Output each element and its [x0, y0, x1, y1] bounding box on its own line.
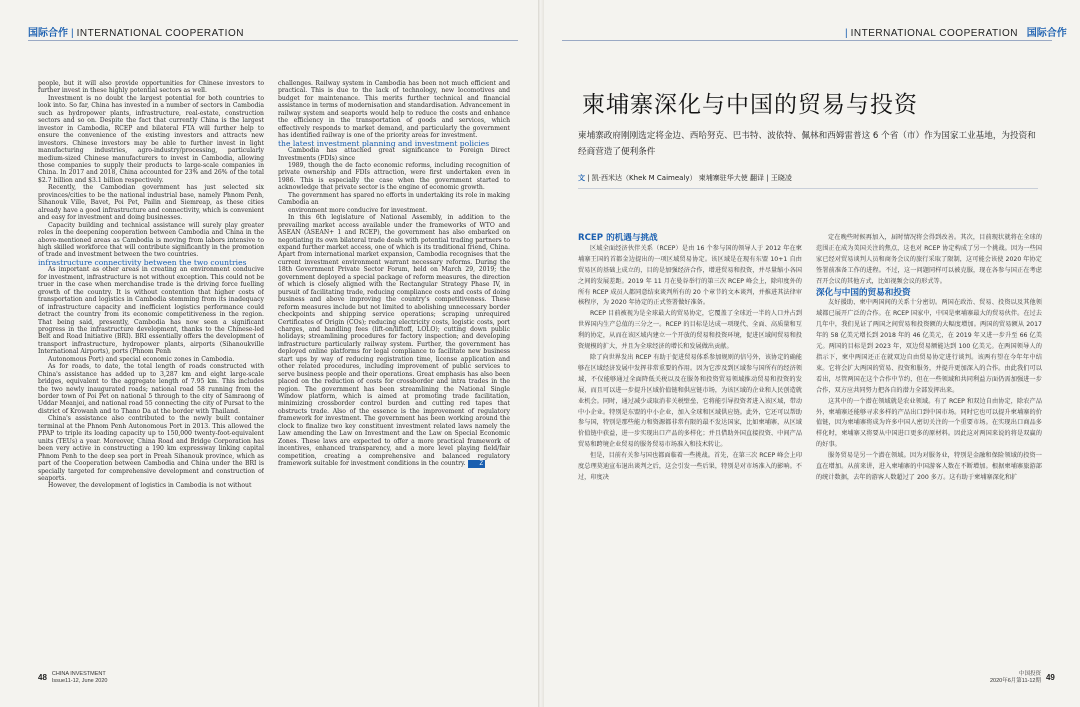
- section-label-en: INTERNATIONAL COOPERATION: [850, 28, 1018, 39]
- paragraph: Investment is no doubt the largest potential for both countries to look into. So far, China has invested in a number of sectors in Cambodia such as hydropower plants, infrastructure, real-estate, construction sectors and so on. Despite the fact that currently China is the largest investor in Cambodia, RCEP and bilateral FTA will further help to ensure the convenience of the existing investors and attracts new investors. Chinese investors may be able to further invest in light manufacturing industries, agro-industry/processing, particularly medium-sized Chinese manufacturers to invest in Cambodia, allowing those companies to supply their products to large-scale companies in China. In 2017 and 2018, China accounted for 23% and 26% of the total $2.7 billion and $3.1 billion respectively.: [38, 94, 264, 184]
- paragraph: Recently, the Cambodian government has just selected six provinces/cities to be the national industrial base, namely Phnom Penh, Sihanouk Ville, Bavet, Poi Pet, Pailin and Siemreap, as these cities already have a good infrastructure and connectivity, which is convenient and easy for investment and doing businesses.: [38, 184, 264, 222]
- article-end-mark: Z: [468, 460, 486, 468]
- spine-gutter: [538, 0, 544, 707]
- paragraph: 1989, though the de facto economic reforms, including recognition of private ownership and FDIs attraction, were first undertaken even in 1986. This is especially the case when the government started to acknowledge that private sector is the engine of economic growth.: [278, 161, 510, 192]
- subheading-infrastructure: infrastructure connectivity between the two countries: [38, 257, 247, 267]
- paragraph-text: In this 6th legislature of National Assembly, in addition to the prevailing market access available under the frameworks of WTO and ASEAN (ASEAN+ 1 and RCEP), the government has also embarked on negotiating its own bilateral trade deals with potential trading partners to expand further market access, one of which is its traditional friend, China. Apart from international market expansion, Cambodia recognises that the current investment environment warrant necessary reforms. During the 18th Government Private Sector Forum, held on March 29, 2019; the government deployed a special package of reform measures, the direction of which is closely aligned with the Rectangular Strategy Phase IV, in pursuit of facilitating trade, reducing compliance costs and costs of doing business and above improving the country's competitiveness. These reform measures include but not limited to abolishing unnecessary border checkpoints and shipping service operations; scraping unrequired Certificates of Origin (COs); reducing electricity costs, logistic costs, port charges, and handling fees (lift-on/liftoff, LOLO); cutting down public holidays; streamlining procedures for factory inspection; and developing infrastructure particularly railway system. Further, the government has deployed online platforms for legal compliance to facilitate new business start ups by way of reducing registration time, license application and other related procedures, including improvement of public services to serve business people and their operations. Great emphasis has also been placed on the reduction of costs for crossborder and intra trades in the region. The government has been streamlining the National Single Window platform, which is aimed at promoting trade facilitation, minimizing crossborder control burden and cutting red tapes that obstructs trade. Also of the essence is the improvement of regulatory framework for investment. The government has been working around the clock to finalize two key constituent investment related laws namely the Law amending the Law on Investment and the Law on Special Economic Zones. These laws are expected to offer a more practical framework of incentives, enhanced transparency, and a more level playing field/fair competition, creating a comprehensive and balanced regulatory framework suitable for investment conditions in the country.: [278, 214, 510, 468]
- paragraph: Capacity building and technical assistance will surely play greater roles in the deepening cooperation between Cambodia and China in the above-mentioned areas as Cambodia is moving from labors intensive to high skilled workforce that will contribute significantly in the promotion of trade and investment between the two countries.: [38, 221, 264, 259]
- paragraph: 区域全面经济伙伴关系（RCEP）是由 16 个参与国的领导人于 2012 年在柬埔寨王国的首都金边提出的一项区域贸易协定。该区域是在现有东盟 10+1 自由贸易区的基础上成立的，目的是加强经济合作，增进贸易和投资，并尽量缩小各国之间的发展差距。2019 年 11 月在曼谷举行的第三次 RCEP 峰会上，除印度外的所有 RCEP 成员人都同意结束谈判所有的 20 个章节的文本谈判，并推进其法律审核程序，为 2020 年协定的正式签署做好准备。: [578, 244, 802, 307]
- section-label-cn: 国际合作: [1026, 28, 1067, 39]
- paragraph: 除了向世界发出 RCEP 有助于促进贸易体系参加规则的信号外，该协定的确能够在区域经济发展中发挥非常重要的作用。因为它涉及到区域参与国所有的经济领域，不仅能够通过全面降低关税以及在服务和投资贸易领域推动贸易和投资的发展，而且可以进一步提升区域价值链和供应链市场，为该区域的企业和人民创造就业机会。同时，通过减少或取消非关税壁垒，它将能引导投资者进入该区域，带动中小企业。特别是东盟的中小企业，加入全球和区域供应链。此外，它还可以帮助参与国，特别是那些能力和资源都非常有限的最不发达国家，比如柬埔寨，从区域价值链中获益，进一步实现出口产品的多样化；并且借助外国直接投资、中间产品贸易和跨境企业贸易的服务贸易市场准入和技术转让。: [578, 353, 802, 449]
- paragraph: As important as other areas in creating an environment conducive for investment, infrastructure is not without exception. This could not be truer in the case when merchandise trade is the driving force fuelling growth of the country. It is without contention that higher costs of transportation and logistics in Cambodia stemming from its inadequacy of infrastructure capacity and inefficient logistics performance could detract the country from its economic competitiveness in the region. That being said, presently, Cambodia has now seen a significant progress in the infrastructure development, thanks to the Chinese-led Belt and Road Initiative (BRI). BRI essentially offers the development of transport infrastructure, hydropower plants, airports (Sihanoukville International Airports), ports (Phnom Penh: [38, 266, 264, 356]
- page-number: 48: [38, 673, 47, 682]
- paragraph: The government has spared no efforts in undertaking its role in making Cambodia an: [278, 191, 510, 207]
- byline-rule: [578, 188, 1038, 189]
- right-footer: [990, 671, 1055, 684]
- issue-label: Issue11-12, June 2020: [51, 677, 108, 684]
- paragraph: 定在晚些时候再加入，届时情况将会得到改善。其次，目前现状就将在全球的范围正在成为美国关注的焦点，这也对 RCEP 协定构成了另一个挑战。因为一些国家已经对贸易谈判人员和商务会议的旅行采取了限制，这可能会该使 2020 年协定签署前准备工作的进程。不过，这一问题同样可以被克服，现在各参与国正在考虑召开会议的其他方式，比如视频会议的形式等。: [816, 234, 1042, 285]
- paragraph: people, but it will also provide opportunities for Chinese investors to further invest in these highly potential sectors as well.: [38, 80, 264, 95]
- paragraph: China's assistance also contributed to the newly built container terminal at the Phnom Penh Autonomous Port in 2013. This allowed the PPAP to triple its loading capacity up to 150,000 twenty-foot-equivalent units (TEUs) a year. Moreover, China Road and Bridge Corporation has been very active in constructing a 190 km expressway linking capital Phnom Penh to the deep sea port in Preah Sihanouk province, which as part of the Cooperation between Cambodia and China under the BRI is specially targeted for comprehensive development and construction of seaports.: [38, 415, 264, 483]
- article-title: 柬埔寨深化与中国的贸易与投资: [582, 92, 918, 118]
- subheading-china-trade: 深化与中国的贸易和投资: [816, 287, 911, 298]
- byline-translator: 柬埔寨驻华大使 翻译: [698, 174, 765, 182]
- left-section-header: [28, 24, 244, 39]
- subheading-rcep: RCEP 的机遇与挑战: [578, 233, 658, 243]
- byline-author: 凯·西米达（Khek M Caimealy）: [591, 174, 697, 182]
- page-number: 49: [1045, 673, 1055, 682]
- right-column-2: [816, 233, 1042, 663]
- header-separator: |: [71, 28, 74, 39]
- paragraph: Autonomous Port) and special economic zones in Cambodia.: [48, 355, 235, 363]
- paragraph-final: [278, 214, 510, 468]
- section-label-en: INTERNATIONAL COOPERATION: [76, 28, 244, 39]
- paragraph: As for roads, to date, the total length of roads constructed with China's assistance has added up to 3,287 km and eight large-scale bridges, equivalent to the aggregate length of 7.95 km. This includes the two newly inaugurated roads; national road 58 running from the border town of Poi Pet on national 5 through to the city of Samraong of Uddar Meanjei, and national road 55 connecting the city of Pursat to the district of Krowanh and to Thano Da at the border with Thailand.: [38, 363, 264, 415]
- right-section-header: [842, 24, 1067, 39]
- byline-editor: 王晓凌: [770, 174, 792, 182]
- section-label-cn: 国际合作: [28, 28, 68, 39]
- paragraph: 这其中的一个潜在领域就是农业领域。有了 RCEP 和双边自由协定，除农产品外，柬埔寨还能够寻求多样的产品出口到中国市场。同时它也可以提升柬埔寨的价值链，因为柬埔寨将成为许多中国人密切关注的一个重要市场。在实现出口商品多样化时，柬埔寨又将要从中国进口更多的原材料。因此这对两国来说的将是双赢的的好事。: [816, 397, 1042, 449]
- magazine-name: CHINA INVESTMENT: [51, 671, 106, 677]
- header-rule-left: [28, 40, 518, 41]
- paragraph: 友好援助、柬中两国间的关系十分密切。两国在政治、贸易、投资以及其他领域都已展开广泛的合作。在 RCEP 国家中，中国是柬埔寨最大的贸易伙伴。在过去几年中，我们见证了两国之间贸易和投资额的大幅度增加。两国的贸易额从 2017 年的 58 亿美元增长到 2018 年的 46 亿美元，在 2019 年又进一步升至 66 亿美元。两国的目标是到 2023 年，双边贸易额能达到 100 亿美元。在两国领导人的指示下，柬中两国还正在就双边自由贸易协定进行谈判。该两有望在今年年中结束。它将会扩大两国的贸易、投资和服务，并提升更加深入的合作。由此我们可以看出，尽管两国在这个合作中节约，但在一些领域和共同利益方面仍需加强进一步合作，双方应共同努力把各自的潜力全部发挥出来。: [816, 299, 1042, 394]
- paragraph: RCEP 目前被视为是全球最大的贸易协定，它覆盖了全球近一半的人口并占到世界国内生产总值的三分之一。RCEP 的目标是达成一项现代、全面、高质量和互利的协定，从而在该区域内建立一个开放的贸易和投资环境，促进区域间贸易和投资规模的扩大，并且为全球经济的增长和发展做出贡献。: [578, 310, 802, 351]
- paragraph: 但是，目前有关参与国也都面临着一些挑战。首先，在第三次 RCEP 峰会上印度总理莫迪宣布退出谈判之后，这会引发一些后果，特别是对市场准入的影响。不过，印度决: [578, 452, 802, 481]
- paragraph: Cambodia has attached great significance to Foreign Direct Investments (FDIs) since: [278, 147, 510, 162]
- header-separator: |: [845, 28, 848, 39]
- paragraph: However, the development of logistics in Cambodia is not without: [48, 482, 252, 490]
- byline-label: 文: [578, 174, 585, 182]
- article-byline: 文 | 凯·西米达（Khek M Caimealy） 柬埔寨驻华大使 翻译 | 王晓凌: [578, 174, 792, 182]
- paragraph: environment more conducive for investment.: [288, 206, 428, 214]
- left-column-2: [278, 80, 510, 668]
- paragraph: 服务贸易是另一个潜在领域。因为对服务业，特别是金融和保险领域的投资一直在增加。从前来讲，进入柬埔寨的中国游客人数在不断增加。根据柬埔寨旅游部的统计数据，去年的游客人数超过了 200 多万。这有助于柬埔寨深化和扩: [816, 452, 1042, 481]
- left-footer: [38, 671, 107, 684]
- subheading-investment-policies: the latest investment planning and investment policies: [278, 138, 490, 148]
- paragraph: challenges. Railway system in Cambodia has been not much efficient and practical. This is due to the lack of technology, new locomotives and budget for maintenance. This merits further technical and financial assistance in terms of modernisation and standardisation. Advancement in railway system and seaports would help to reduce the costs and enhance the efficiency in the transportation of goods and services, which effectively responds to market demand, and particularly the government has identified railway is one of the priority areas for investment.: [278, 80, 510, 140]
- header-rule-right: [562, 40, 1052, 41]
- issue-label: 2020年6月第11-12期: [990, 677, 1041, 684]
- left-column-1: [38, 80, 264, 656]
- article-standfirst: 柬埔寨政府刚刚选定将金边、西哈努克、巴韦特、波依特、佩林和西姆雷普这 6 个省（市）作为国家工业基地，为投资和经商营造了便利条件: [578, 131, 1036, 157]
- right-column-1: [578, 233, 802, 663]
- magazine-name: 中国投资: [1018, 671, 1041, 677]
